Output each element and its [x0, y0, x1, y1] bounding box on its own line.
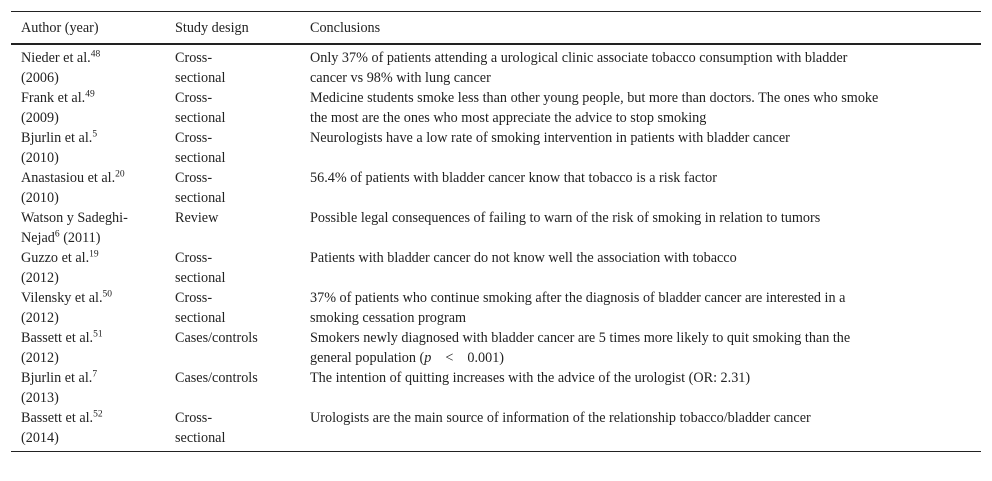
design-line-1: Cross- [175, 250, 213, 266]
author-cell [11, 288, 175, 328]
author-cell [11, 328, 175, 368]
author-year: (2012) [21, 310, 59, 326]
design-cell [175, 88, 310, 128]
conclusion-cell [310, 88, 950, 128]
reference-number: 7 [92, 369, 98, 380]
design-cell [175, 48, 310, 88]
reference-number: 5 [92, 129, 98, 140]
author-year: (2006) [21, 70, 59, 86]
conclusion-line-1: 56.4% of patients with bladder cancer know that tobacco is a risk factor [310, 170, 717, 186]
design-cell [175, 168, 310, 208]
author-name: Bjurlin et al. [21, 130, 93, 146]
design-cell [175, 248, 310, 288]
conclusion-line-2: cancer vs 98% with lung cancer [310, 70, 491, 86]
author-year: (2010) [21, 190, 59, 206]
design-cell [175, 288, 310, 328]
design-line-1: Cross- [175, 410, 213, 426]
author-name: Watson y Sadeghi- [21, 210, 128, 226]
table-row [11, 248, 981, 288]
design-line-2: sectional [175, 430, 226, 446]
author-cell [11, 88, 175, 128]
design-line-1: Cross- [175, 90, 213, 106]
conclusion-cell [310, 208, 950, 248]
header-author: Author (year) [21, 19, 99, 36]
reference-number: 48 [90, 49, 101, 60]
author-name: Bjurlin et al. [21, 370, 93, 386]
design-line-2: sectional [175, 190, 226, 206]
table-row [11, 208, 981, 248]
design-line-1: Cases/controls [175, 370, 258, 386]
conclusion-line-1: The intention of quitting increases with the advice of the urologist (OR: 2.31) [310, 370, 751, 386]
design-cell [175, 208, 310, 248]
conclusion-line-2: smoking cessation program [310, 310, 467, 326]
design-line-2: sectional [175, 70, 226, 86]
conclusion-line-1: 37% of patients who continue smoking after the diagnosis of bladder cancer are interested in a [310, 290, 846, 306]
table-row [11, 288, 981, 328]
conclusion-cell [310, 48, 950, 88]
author-year: (2010) [21, 150, 59, 166]
reference-number: 20 [115, 169, 125, 180]
author-name-continued: Nejad [21, 230, 55, 246]
conclusion-cell [310, 288, 950, 328]
author-cell [11, 48, 175, 88]
author-year: (2012) [21, 350, 59, 366]
reference-number: 6 [54, 229, 60, 240]
design-line-1: Cases/controls [175, 330, 258, 346]
conclusion-cell [310, 408, 950, 448]
author-name: Frank et al. [21, 90, 86, 106]
design-cell [175, 368, 310, 408]
design-line-1: Review [175, 210, 219, 226]
author-cell [11, 208, 175, 248]
author-name: Anastasiou et al. [21, 170, 116, 186]
design-line-2: sectional [175, 110, 226, 126]
design-cell [175, 328, 310, 368]
design-line-2: sectional [175, 270, 226, 286]
design-line-1: Cross- [175, 290, 213, 306]
conclusion-cell [310, 248, 950, 288]
p-symbol: p [424, 350, 432, 366]
conclusion-line-1: Urologists are the main source of information of the relationship tobacco/bladder cancer [310, 410, 811, 426]
author-name: Vilensky et al. [21, 290, 103, 306]
reference-number: 19 [89, 249, 99, 260]
less-than-symbol: < [445, 350, 454, 366]
table-row [11, 48, 981, 88]
table-body [11, 45, 981, 451]
table-row [11, 368, 981, 408]
design-line-1: Cross- [175, 50, 213, 66]
conclusion-line-1: Medicine students smoke less than other young people, but more than doctors. The ones who smoke [310, 90, 879, 106]
design-line-2: sectional [175, 150, 226, 166]
conclusion-line-1: Patients with bladder cancer do not know well the association with tobacco [310, 250, 737, 266]
conclusion-line-1: Smokers newly diagnosed with bladder cancer are 5 times more likely to quit smoking than the [310, 330, 851, 346]
conclusion-cell [310, 328, 950, 368]
author-name: Bassett et al. [21, 410, 94, 426]
author-name: Guzzo et al. [21, 250, 90, 266]
studies-table [11, 11, 981, 452]
conclusion-line-1: Only 37% of patients attending a urological clinic associate tobacco consumption with bladder [310, 50, 848, 66]
header-design: Study design [175, 19, 249, 36]
author-year: (2011) [63, 230, 101, 246]
author-name: Bassett et al. [21, 330, 94, 346]
author-name: Nieder et al. [21, 50, 91, 66]
conclusion-line-1: Neurologists have a low rate of smoking intervention in patients with bladder cancer [310, 130, 790, 146]
author-year: (2013) [21, 390, 59, 406]
conclusion-cell [310, 168, 950, 208]
header-conclusions: Conclusions [310, 19, 381, 36]
conclusion-text: general population ( [310, 350, 425, 366]
reference-number: 50 [102, 289, 112, 300]
author-cell [11, 368, 175, 408]
conclusion-line-2 [310, 348, 950, 368]
table-row [11, 168, 981, 208]
author-cell [11, 248, 175, 288]
table-row [11, 128, 981, 168]
table-header [11, 12, 981, 45]
reference-number: 51 [93, 329, 103, 340]
p-value: 0.001) [467, 350, 505, 366]
design-line-1: Cross- [175, 130, 213, 146]
reference-number: 49 [85, 89, 95, 100]
author-year: (2014) [21, 430, 59, 446]
author-cell [11, 408, 175, 448]
author-cell [11, 168, 175, 208]
author-year: (2009) [21, 110, 59, 126]
author-cell [11, 128, 175, 168]
conclusion-cell [310, 368, 950, 408]
design-line-1: Cross- [175, 170, 213, 186]
design-cell [175, 408, 310, 448]
conclusion-line-2: the most are the ones who most appreciate the advice to stop smoking [310, 110, 707, 126]
table-row [11, 408, 981, 448]
author-year: (2012) [21, 270, 59, 286]
reference-number: 52 [93, 409, 103, 420]
conclusion-line-1: Possible legal consequences of failing to warn of the risk of smoking in relation to tumors [310, 210, 821, 226]
table-row [11, 88, 981, 128]
design-line-2: sectional [175, 310, 226, 326]
table-row [11, 328, 981, 368]
design-cell [175, 128, 310, 168]
conclusion-cell [310, 128, 950, 168]
